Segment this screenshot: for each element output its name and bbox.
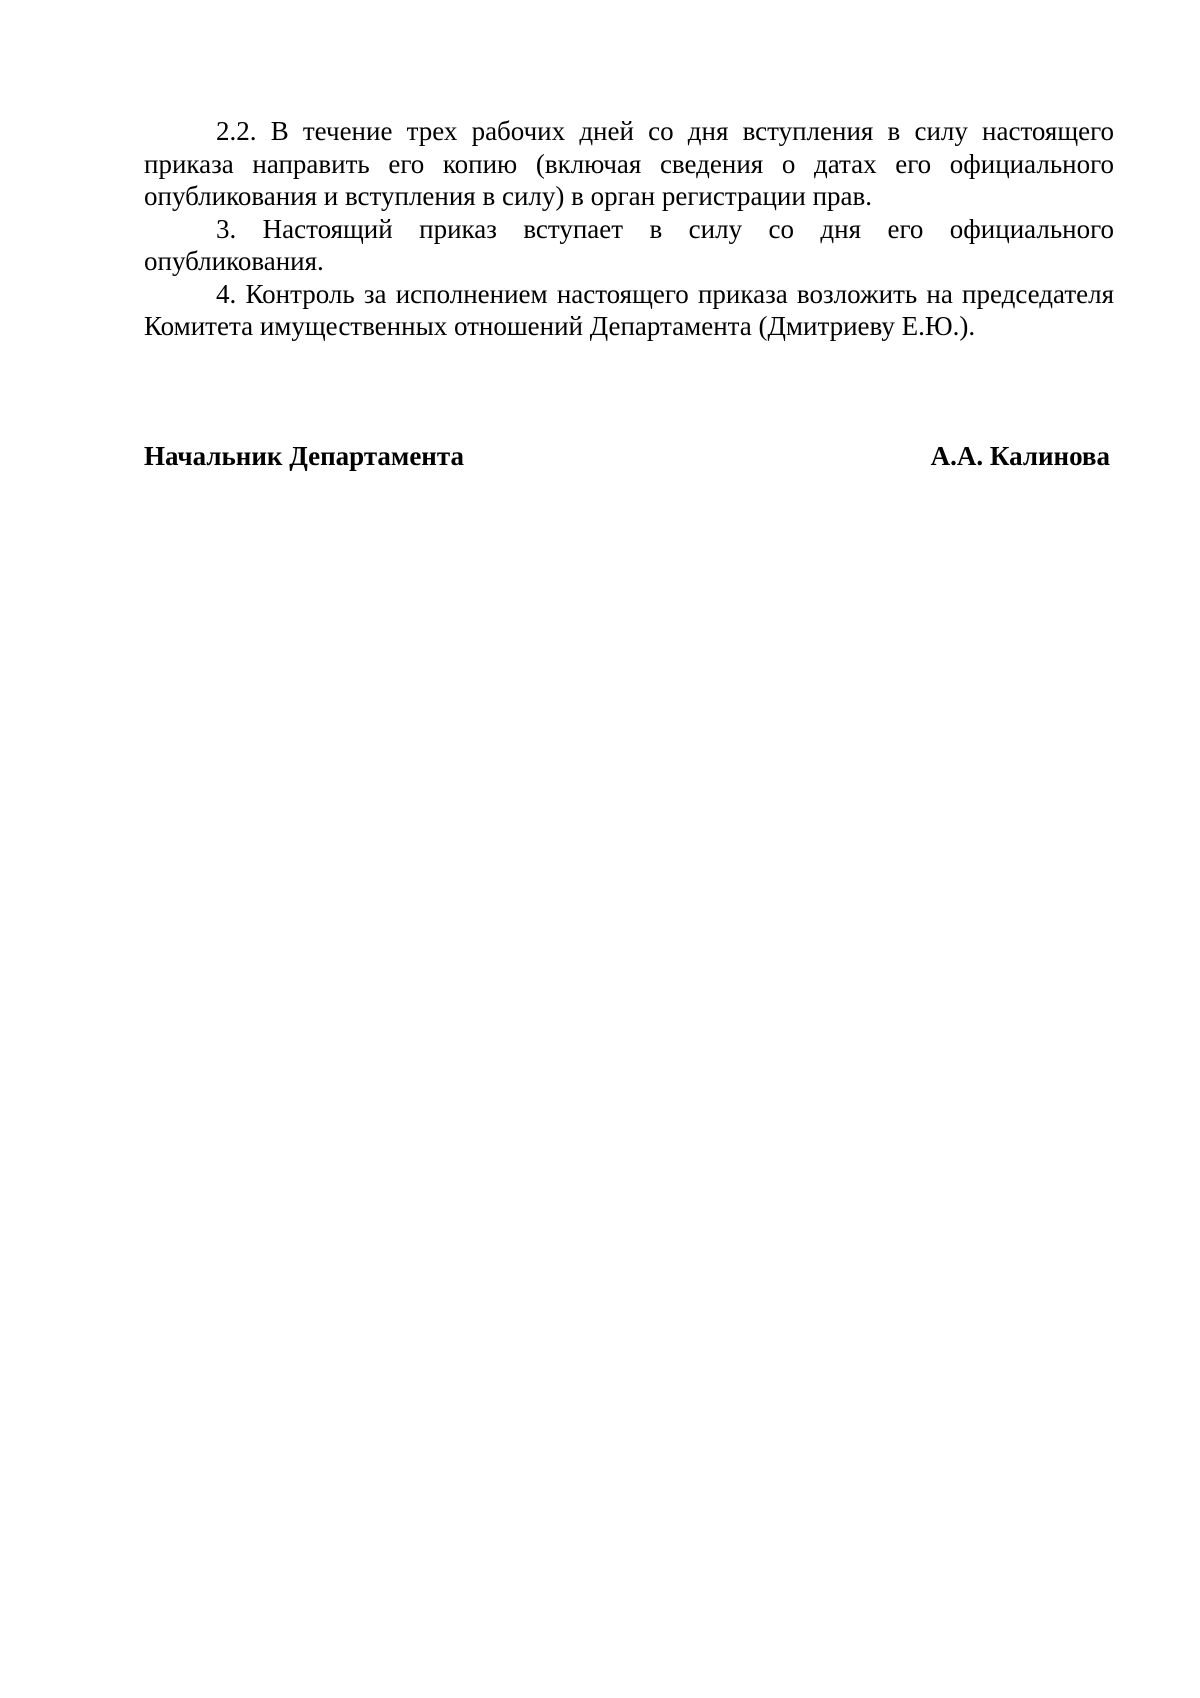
- document-body: [144, 115, 1114, 343]
- paragraph-2-2: 2.2. В течение трех рабочих дней со дня вступления в силу настоящего приказа направить его копию (включая сведения о датах его официального опубликования и вступления в силу) в орган регистрации прав.: [144, 116, 1114, 211]
- paragraph-4: 4. Контроль за исполнением настоящего приказа возложить на председателя Комитета имущественных отношений Департамента (Дмитриеву Е.Ю.).: [144, 278, 1114, 341]
- signature-block: [144, 440, 1110, 472]
- paragraph-3: 3. Настоящий приказ вступает в силу со дня его официального опубликования.: [144, 213, 1114, 276]
- signatory-position: Начальник Департамента: [144, 441, 464, 471]
- signatory-name: А.А. Калинова: [930, 441, 1110, 471]
